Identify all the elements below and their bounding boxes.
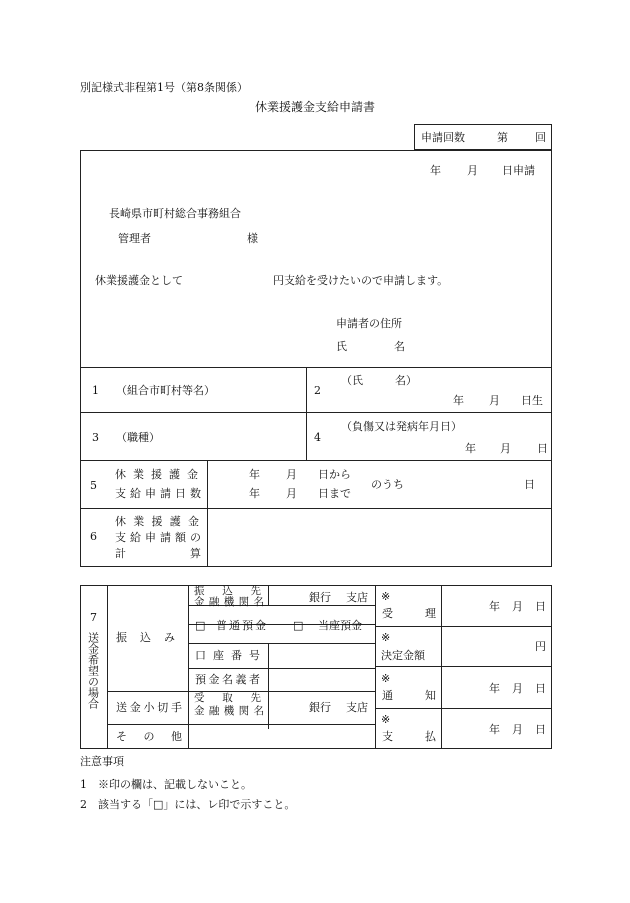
accept-month: 月 xyxy=(512,600,523,613)
request-count-label: 申請回数 xyxy=(421,131,465,144)
barai-label: 払 xyxy=(425,730,436,743)
remit-number: 7 xyxy=(90,611,97,624)
shi-label: 支 xyxy=(382,730,393,743)
tsu-label: 通 xyxy=(382,689,393,702)
addressee-sama: 様 xyxy=(247,232,258,245)
field6-label-3b: 算 xyxy=(190,547,201,560)
page-title: 休業援護金支給申請書 xyxy=(255,100,376,114)
field2-label-1: （氏 xyxy=(341,374,363,387)
pay-year: 年 xyxy=(489,723,500,736)
field5-from-month: 月 xyxy=(286,468,297,481)
field5-to-year: 年 xyxy=(249,487,260,500)
addressee-org: 長崎県市町村総合事務組合 xyxy=(109,207,241,220)
field1-label: （組合市町村等名） xyxy=(116,384,215,397)
branch-word: 支店 xyxy=(346,591,368,604)
toza-checkbox[interactable]: □ xyxy=(293,619,304,632)
notes-title: 注意事項 xyxy=(80,755,124,768)
divider xyxy=(306,367,307,460)
name-label-shi: 氏 xyxy=(336,340,347,353)
statement-left: 休業援護金として xyxy=(95,274,183,287)
notify-day: 日 xyxy=(535,682,546,695)
divider xyxy=(80,460,552,461)
divider xyxy=(188,668,375,669)
field2-label-2: 名） xyxy=(395,374,417,387)
recv-branch-word: 支店 xyxy=(346,701,368,714)
chi-label: 知 xyxy=(425,689,436,702)
star-mark: ※ xyxy=(381,590,391,603)
ri-label: 理 xyxy=(425,607,436,620)
apply-date-month: 月 xyxy=(467,164,478,177)
pay-month: 月 xyxy=(512,723,523,736)
field5-of: のうち xyxy=(371,478,404,491)
futsu-label: 普通預金 xyxy=(216,619,268,632)
recv-label-2: 金融機関名 xyxy=(194,705,264,717)
divider xyxy=(268,643,269,729)
bank-name-label-1: 振込先 xyxy=(194,585,261,597)
apply-date-day: 日申請 xyxy=(502,164,535,177)
apply-date-year: 年 xyxy=(430,164,441,177)
divider xyxy=(441,585,442,749)
remit-heading: 送金希望の場合 xyxy=(86,632,100,709)
star-mark: ※ xyxy=(381,631,391,644)
field5-to-day: 日まで xyxy=(318,487,351,500)
field4-day: 日 xyxy=(537,442,548,455)
field5-number: 5 xyxy=(90,479,97,492)
divider xyxy=(207,460,208,567)
account-no-label: 口座番号 xyxy=(195,649,260,662)
divider xyxy=(107,724,375,725)
address-label: 申請者の住所 xyxy=(336,317,402,330)
field5-label-1: 休業援護金 xyxy=(115,468,198,481)
bank-name-label-2: 金融機関名 xyxy=(194,596,264,608)
accept-day: 日 xyxy=(535,600,546,613)
field5-from-day: 日から xyxy=(318,468,351,481)
field3-label: （職種） xyxy=(116,431,160,444)
divider xyxy=(268,585,269,605)
divider xyxy=(375,708,552,709)
furikomi-label: 振込み xyxy=(116,631,188,644)
note-1: 1 ※印の欄は、記載しないこと。 xyxy=(80,778,252,791)
field6-label-3a: 計 xyxy=(115,547,126,560)
field2-month: 月 xyxy=(489,394,500,407)
divider xyxy=(188,643,375,644)
name-label-mei: 名 xyxy=(394,340,405,353)
field5-from-year: 年 xyxy=(249,468,260,481)
field5-days: 日 xyxy=(524,478,535,491)
field4-year: 年 xyxy=(465,442,476,455)
note-2: 2 該当する「□」には、レ印で示すこと。 xyxy=(80,798,296,811)
divider xyxy=(375,626,552,627)
star-mark: ※ xyxy=(381,672,391,685)
field2-year: 年 xyxy=(453,394,464,407)
field1-number: 1 xyxy=(92,384,99,397)
bank-word: 銀行 xyxy=(309,591,331,604)
field3-number: 3 xyxy=(92,431,99,444)
form-reference: 別記様式非程第1号（第8条関係） xyxy=(80,81,248,94)
other-label: その他 xyxy=(116,730,182,743)
field6-label-1: 休業援護金 xyxy=(115,515,199,528)
field5-label-2: 支給申請日数 xyxy=(115,487,201,500)
divider xyxy=(375,585,376,749)
divider xyxy=(80,367,552,368)
futsu-checkbox[interactable]: □ xyxy=(195,619,206,632)
field5-to-month: 月 xyxy=(286,487,297,500)
field6-label-2: 支給申請額の xyxy=(115,531,201,544)
field2-number: 2 xyxy=(314,384,321,397)
field2-day: 日生 xyxy=(521,394,543,407)
request-count-kai: 回 xyxy=(535,131,546,144)
uke-label: 受 xyxy=(382,607,393,620)
notify-year: 年 xyxy=(489,682,500,695)
statement-right: 円支給を受けたいので申請します。 xyxy=(273,274,449,287)
decided-amount-label: 決定金額 xyxy=(381,649,425,662)
notify-month: 月 xyxy=(512,682,523,695)
yen-unit: 円 xyxy=(535,640,546,653)
star-mark: ※ xyxy=(381,713,391,726)
recv-bank-word: 銀行 xyxy=(309,701,331,714)
field6-number: 6 xyxy=(90,530,97,543)
toza-label: 当座預金 xyxy=(318,619,362,632)
request-count-box[interactable] xyxy=(414,124,552,150)
kogitte-label: 送金小切手 xyxy=(116,701,182,714)
accept-year: 年 xyxy=(489,600,500,613)
pay-day: 日 xyxy=(535,723,546,736)
field4-number: 4 xyxy=(314,431,321,444)
divider xyxy=(80,508,552,509)
recv-label-1: 受取先 xyxy=(194,692,261,704)
field4-label: （負傷又は発病年月日） xyxy=(341,420,462,433)
addressee-title: 管理者 xyxy=(118,232,151,245)
divider xyxy=(375,666,552,667)
divider xyxy=(80,412,552,413)
holder-label: 預金名義者 xyxy=(195,673,260,686)
request-count-dai: 第 xyxy=(497,131,508,144)
field4-month: 月 xyxy=(500,442,511,455)
